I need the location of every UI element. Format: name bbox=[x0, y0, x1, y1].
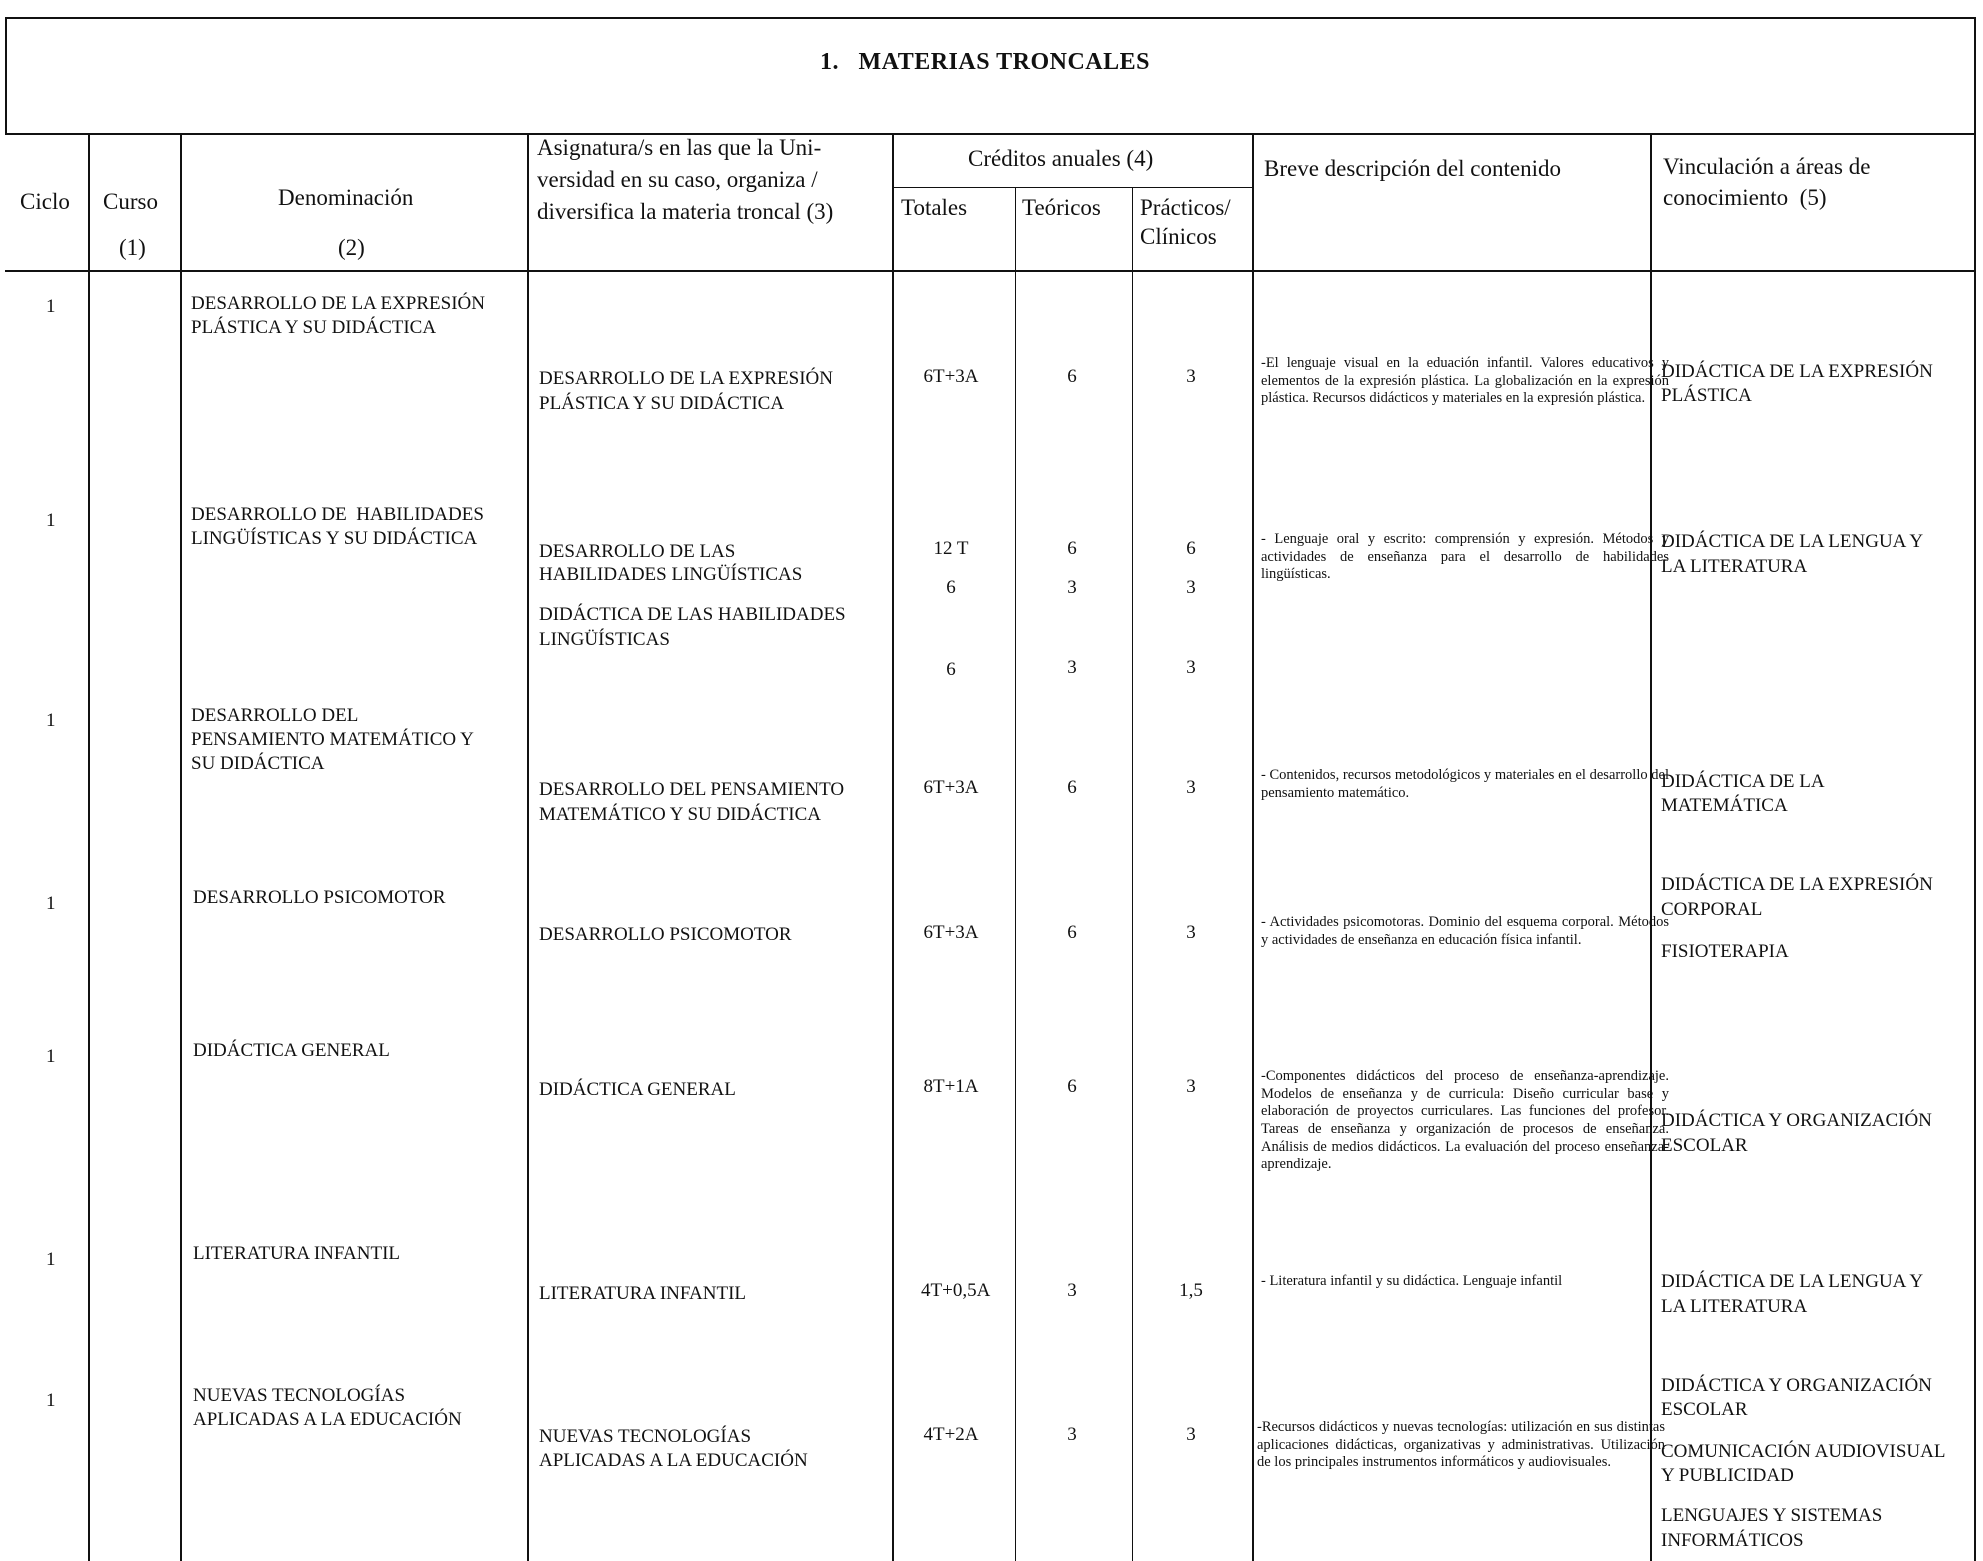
row-teoricos: 3 bbox=[1067, 577, 1077, 598]
row-teoricos: 6 bbox=[1067, 1076, 1077, 1097]
table-border-left bbox=[5, 17, 7, 135]
row-asignatura: NUEVAS TECNOLOGÍAS bbox=[539, 1426, 752, 1447]
header-practicos-line1: Prácticos/ bbox=[1140, 195, 1231, 220]
row-teoricos: 3 bbox=[1067, 1424, 1077, 1445]
row-totales: 4T+2A bbox=[923, 1424, 979, 1445]
row-teoricos: 3 bbox=[1067, 1280, 1077, 1301]
row-teoricos: 3 bbox=[1067, 657, 1077, 678]
row-asignatura: DESARROLLO DE LA EXPRESIÓN bbox=[539, 368, 833, 389]
row-teoricos: 6 bbox=[1067, 366, 1077, 387]
header-vinculacion-line2: conocimiento (5) bbox=[1663, 185, 1827, 210]
row-asignatura: PLÁSTICA Y SU DIDÁCTICA bbox=[539, 393, 785, 414]
header-curso-note: (1) bbox=[119, 235, 146, 260]
row-descripcion: - Lenguaje oral y escrito: comprensión y expresión. Métodos y actividades de enseñanza para el desarrollo de habilidades lingüísticas. bbox=[1261, 531, 1669, 583]
column-divider-denominacion bbox=[527, 133, 529, 1561]
row-denominacion: SU DIDÁCTICA bbox=[191, 753, 325, 774]
row-totales: 8T+1A bbox=[923, 1076, 979, 1097]
header-row-divider bbox=[5, 270, 1976, 272]
page-title: 1. MATERIAS TRONCALES bbox=[820, 49, 1151, 75]
row-denominacion: APLICADAS A LA EDUCACIÓN bbox=[193, 1409, 462, 1430]
row-descripcion: - Actividades psicomotoras. Dominio del esquema corporal. Métodos y actividades de enseñanza en educación física infantil. bbox=[1261, 914, 1669, 948]
column-divider-descripcion bbox=[1650, 133, 1652, 1561]
row-totales: 6T+3A bbox=[923, 777, 979, 798]
row-vinculacion: PLÁSTICA bbox=[1661, 385, 1752, 406]
row-totales: 6T+3A bbox=[923, 366, 979, 387]
row-asignatura: DIDÁCTICA DE LAS HABILIDADES bbox=[539, 604, 846, 625]
row-vinculacion: COMUNICACIÓN AUDIOVISUAL bbox=[1661, 1441, 1946, 1462]
row-denominacion: LINGÜÍSTICAS Y SU DIDÁCTICA bbox=[191, 528, 478, 549]
header-denominacion: Denominación bbox=[278, 185, 414, 210]
row-totales: 6 bbox=[946, 659, 956, 680]
row-teoricos: 6 bbox=[1067, 538, 1077, 559]
row-denominacion: DESARROLLO PSICOMOTOR bbox=[193, 887, 446, 908]
row-practicos: 3 bbox=[1186, 1076, 1196, 1097]
row-asignatura: DESARROLLO DE LAS bbox=[539, 541, 736, 562]
row-vinculacion: DIDÁCTICA DE LA LENGUA Y bbox=[1661, 1271, 1924, 1292]
row-descripcion: - Contenidos, recursos metodológicos y materiales en el desarrollo del pensamiento matemático. bbox=[1261, 767, 1669, 801]
column-divider-asignatura bbox=[892, 133, 894, 1561]
title-row-divider bbox=[5, 133, 1976, 135]
column-divider-curso bbox=[180, 133, 182, 1561]
row-denominacion: DESARROLLO DE LA EXPRESIÓN bbox=[191, 293, 485, 314]
row-totales: 12 T bbox=[933, 538, 969, 559]
row-asignatura: LINGÜÍSTICAS bbox=[539, 629, 670, 650]
row-practicos: 3 bbox=[1186, 577, 1196, 598]
header-asignatura-line2: versidad en su caso, organiza / bbox=[537, 167, 818, 192]
row-vinculacion: FISIOTERAPIA bbox=[1661, 941, 1789, 962]
header-asignatura-line3: diversifica la materia troncal (3) bbox=[537, 199, 834, 224]
creditos-subheader-divider bbox=[892, 187, 1254, 188]
row-denominacion: PENSAMIENTO MATEMÁTICO Y bbox=[191, 729, 474, 750]
row-vinculacion: DIDÁCTICA DE LA LENGUA Y bbox=[1661, 531, 1924, 552]
column-divider-totales bbox=[1015, 187, 1016, 1561]
row-ciclo: 1 bbox=[46, 893, 56, 914]
row-teoricos: 6 bbox=[1067, 922, 1077, 943]
row-totales: 4T+0,5A bbox=[921, 1280, 991, 1301]
row-denominacion: DESARROLLO DE HABILIDADES bbox=[191, 504, 484, 525]
column-divider-practicos bbox=[1252, 133, 1254, 1561]
row-vinculacion: Y PUBLICIDAD bbox=[1661, 1465, 1794, 1486]
row-ciclo: 1 bbox=[46, 710, 56, 731]
row-totales: 6 bbox=[946, 577, 956, 598]
row-denominacion: PLÁSTICA Y SU DIDÁCTICA bbox=[191, 317, 437, 338]
row-ciclo: 1 bbox=[46, 510, 56, 531]
row-ciclo: 1 bbox=[46, 296, 56, 317]
row-vinculacion: DIDÁCTICA DE LA EXPRESIÓN bbox=[1661, 361, 1933, 382]
header-ciclo: Ciclo bbox=[20, 189, 70, 214]
row-vinculacion: DIDÁCTICA DE LA bbox=[1661, 771, 1825, 792]
row-asignatura: MATEMÁTICO Y SU DIDÁCTICA bbox=[539, 804, 822, 825]
row-vinculacion: DIDÁCTICA Y ORGANIZACIÓN bbox=[1661, 1375, 1932, 1396]
row-teoricos: 6 bbox=[1067, 777, 1077, 798]
row-denominacion: DIDÁCTICA GENERAL bbox=[193, 1040, 390, 1061]
row-asignatura: LITERATURA INFANTIL bbox=[539, 1283, 747, 1304]
row-ciclo: 1 bbox=[46, 1249, 56, 1270]
table-border-top bbox=[5, 17, 1976, 19]
row-descripcion: -Componentes didácticos del proceso de enseñanza-aprendizaje. Modelos de enseñanza y de curricula: Diseño curricular base y elaboración de proyectos curriculares. Las funciones del profesor. Tareas de enseñanza y organización de procesos de enseñanza. Análisis de medios didácticos. La evaluación del proceso enseñanza-aprendizaje. bbox=[1261, 1068, 1669, 1173]
row-denominacion: NUEVAS TECNOLOGÍAS bbox=[193, 1385, 406, 1406]
row-asignatura: APLICADAS A LA EDUCACIÓN bbox=[539, 1450, 808, 1471]
header-curso: Curso bbox=[103, 189, 158, 214]
row-descripcion: -Recursos didácticos y nuevas tecnologías: utilización en sus distintas aplicaciones didácticas, organizativas y administrativas. Utilización de los principales instrumentos informáticos y audiovisuales. bbox=[1257, 1419, 1665, 1471]
row-ciclo: 1 bbox=[46, 1390, 56, 1411]
row-descripcion: -El lenguaje visual en la eduación infantil. Valores educativos y elementos de la expresión plástica. La globalización en la expresión plástica. Recursos didácticos y materiales en la expresión plástica. bbox=[1261, 355, 1669, 407]
row-descripcion: - Literatura infantil y su didáctica. Lenguaje infantil bbox=[1261, 1273, 1563, 1289]
row-vinculacion: CORPORAL bbox=[1661, 899, 1763, 920]
column-divider-ciclo bbox=[88, 133, 90, 1561]
row-practicos: 1,5 bbox=[1179, 1280, 1203, 1301]
row-denominacion: LITERATURA INFANTIL bbox=[193, 1243, 401, 1264]
row-vinculacion: DIDÁCTICA Y ORGANIZACIÓN bbox=[1661, 1110, 1932, 1131]
row-vinculacion: INFORMÁTICOS bbox=[1661, 1530, 1804, 1551]
header-creditos: Créditos anuales (4) bbox=[968, 146, 1154, 171]
row-vinculacion: LENGUAJES Y SISTEMAS bbox=[1661, 1505, 1883, 1526]
header-practicos-line2: Clínicos bbox=[1140, 224, 1217, 249]
row-asignatura: DIDÁCTICA GENERAL bbox=[539, 1079, 736, 1100]
row-ciclo: 1 bbox=[46, 1046, 56, 1067]
row-practicos: 3 bbox=[1186, 657, 1196, 678]
row-vinculacion: ESCOLAR bbox=[1661, 1135, 1748, 1156]
row-practicos: 3 bbox=[1186, 777, 1196, 798]
header-denominacion-note: (2) bbox=[338, 235, 365, 260]
header-descripcion: Breve descripción del contenido bbox=[1264, 156, 1561, 181]
row-vinculacion: LA LITERATURA bbox=[1661, 1296, 1808, 1317]
row-asignatura: DESARROLLO DEL PENSAMIENTO bbox=[539, 779, 845, 800]
row-asignatura: HABILIDADES LINGÜÍSTICAS bbox=[539, 564, 803, 585]
row-practicos: 3 bbox=[1186, 366, 1196, 387]
row-practicos: 6 bbox=[1186, 538, 1196, 559]
row-vinculacion: LA LITERATURA bbox=[1661, 556, 1808, 577]
table-border-right bbox=[1974, 17, 1976, 1561]
header-totales: Totales bbox=[901, 195, 968, 220]
header-vinculacion-line1: Vinculación a áreas de bbox=[1663, 154, 1871, 179]
row-vinculacion: MATEMÁTICA bbox=[1661, 795, 1788, 816]
row-practicos: 3 bbox=[1186, 922, 1196, 943]
row-practicos: 3 bbox=[1186, 1424, 1196, 1445]
row-vinculacion: ESCOLAR bbox=[1661, 1399, 1748, 1420]
row-vinculacion: DIDÁCTICA DE LA EXPRESIÓN bbox=[1661, 874, 1933, 895]
column-divider-teoricos bbox=[1132, 187, 1133, 1561]
row-totales: 6T+3A bbox=[923, 922, 979, 943]
header-teoricos: Teóricos bbox=[1022, 195, 1101, 220]
row-denominacion: DESARROLLO DEL bbox=[191, 705, 359, 726]
row-asignatura: DESARROLLO PSICOMOTOR bbox=[539, 924, 792, 945]
header-asignatura-line1: Asignatura/s en las que la Uni- bbox=[537, 135, 822, 160]
